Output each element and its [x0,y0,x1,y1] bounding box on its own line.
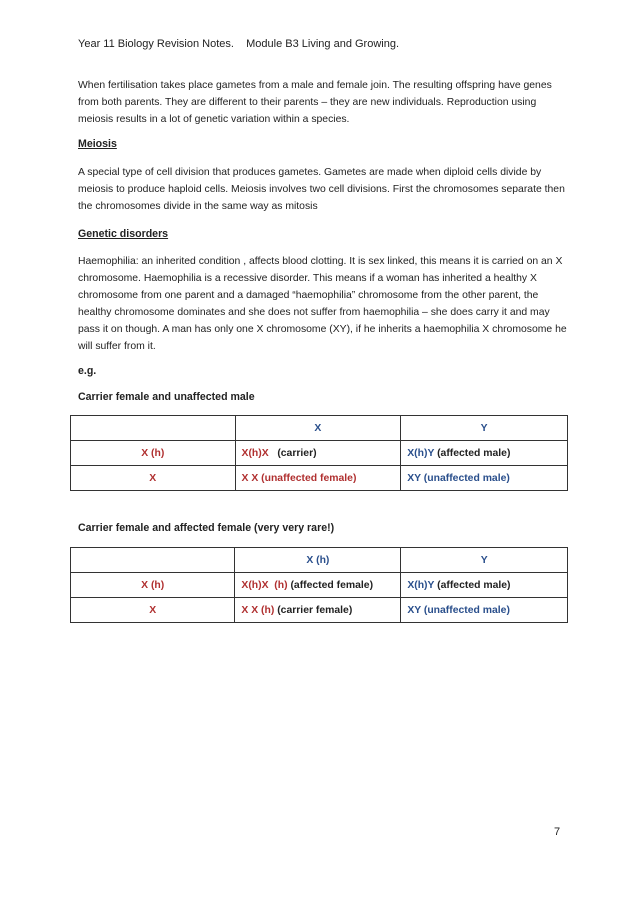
genotype-text: X X (h) [241,604,275,616]
table-row [71,548,568,573]
column-header: X (h) [235,548,401,573]
phenotype-text: (affected male) [434,579,511,591]
table-row [71,573,568,598]
phenotype-text: (affected male) [434,447,511,459]
table-cell [235,441,401,466]
punnett-table-2 [70,547,568,623]
table-row [71,598,568,623]
table-cell [401,598,568,623]
page-header: Year 11 Biology Revision Notes. Module B3 Living and Growing. [78,38,400,50]
genotype-text: X(h)Y [407,579,435,591]
phenotype-text: (carrier) [268,447,317,459]
phenotype-text: (affected female) [287,579,374,591]
table-cell [235,573,401,598]
meiosis-heading: Meiosis [78,138,117,150]
table-cell [235,598,401,623]
column-header: X [235,416,401,441]
intro-paragraph: When fertilisation takes place gametes from a male and female join. The resulting offspring have genes from both parents. They are different to their parents – they are new individuals. Reproduction using meiosis results in a lot of genetic variation within a species. [78,80,552,125]
genotype-text: X(h)X [241,447,269,459]
table1-title: Carrier female and unaffected male [78,391,255,403]
genotype-text: X(h)X (h) [241,579,288,591]
page-number: 7 [554,826,561,838]
row-header: X [71,466,236,491]
phenotype-text: (carrier female) [274,604,353,616]
table-row [71,466,568,491]
table-cell [401,441,568,466]
table2-title: Carrier female and affected female (very very rare!) [78,522,335,534]
table-row [71,441,568,466]
genotype-text: X X (unaffected female) [241,472,357,484]
column-header: Y [401,416,568,441]
table-cell [401,573,568,598]
table-cell [401,466,568,491]
genotype-text: XY (unaffected male) [407,472,510,484]
genetic-disorders-heading: Genetic disorders [78,228,169,240]
table-cell-empty [71,548,235,573]
column-header: Y [401,548,568,573]
row-header: X (h) [71,441,236,466]
table-cell [235,466,401,491]
genotype-text: X(h)Y [407,447,435,459]
eg-label: e.g. [78,365,97,377]
table-cell-empty [71,416,236,441]
punnett-table-1 [70,415,568,491]
meiosis-paragraph: A special type of cell division that produces gametes. Gametes are made when diploid cells divide by meiosis to produce haploid cells. Meiosis involves two cell divisions. First the chromosomes separate then the chromosomes divide in the same way as mitosis [78,167,565,212]
genotype-text: XY (unaffected male) [407,604,510,616]
genetic-disorders-paragraph: Haemophilia: an inherited condition , affects blood clotting. It is sex linked, this means it is carried on an X chromosome. Haemophilia is a recessive disorder. This means if a woman has inherited a healthy X chromosome from one parent and a damaged “haemophilia” chromosome from the other parent, the healthy chromosome dominates and she does not suffer from haemophilia – she does carry it and may pass it on though. A man has only one X chromosome (XY), if he inherits a haemophilia X chromosome he will suffer from it. [78,256,567,352]
table-row [71,416,568,441]
row-header: X [71,598,235,623]
row-header: X (h) [71,573,235,598]
